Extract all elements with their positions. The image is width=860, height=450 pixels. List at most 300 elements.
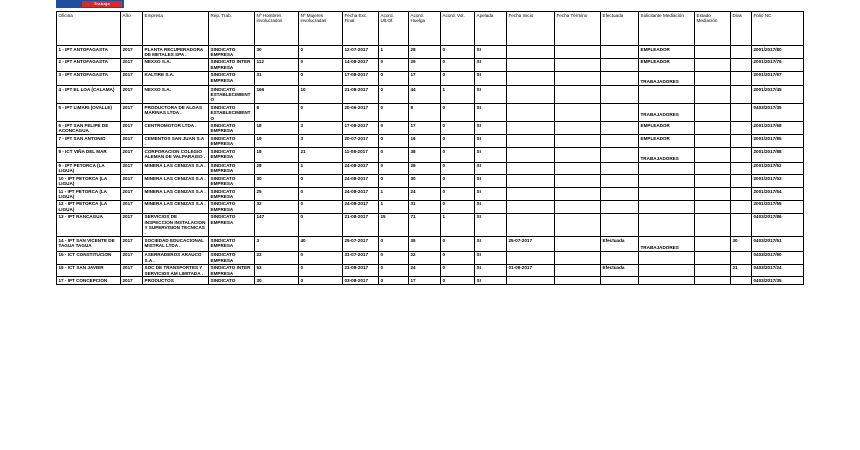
table-cell	[121, 58, 143, 71]
table-cell	[507, 86, 555, 104]
cell-value: 4 - IPT EL LOA (CALAMA)	[58, 86, 115, 92]
table-cell	[209, 264, 255, 277]
table-row	[57, 162, 804, 175]
column-header: Acord. Huelga	[409, 12, 441, 46]
table-cell	[121, 237, 143, 251]
table-cell	[695, 86, 731, 104]
cell-value: 28	[410, 46, 416, 52]
table-cell	[475, 277, 507, 284]
cell-value: 31-07-2017	[344, 252, 368, 258]
table-cell	[409, 71, 441, 85]
table-cell	[601, 162, 639, 175]
table-cell	[475, 86, 507, 104]
table-cell	[209, 200, 255, 213]
table-cell	[299, 162, 343, 175]
cell-value: 2001/2017/80	[753, 46, 782, 52]
cell-value: SERVICIOS DE INSPECCION INSTALACION Y SUPERVISION TECNICAS .	[144, 214, 206, 236]
cell-value: 17	[410, 72, 416, 78]
cell-value: 112	[256, 59, 264, 65]
column-header: Acord. Vol.	[441, 12, 475, 46]
table-row	[57, 71, 804, 85]
table-cell	[143, 148, 209, 162]
cell-value: 0	[380, 148, 384, 154]
table-cell	[752, 277, 804, 284]
column-header: Empresa	[143, 12, 209, 46]
table-cell	[409, 86, 441, 104]
table-cell	[255, 86, 299, 104]
cell-value: 28	[410, 163, 416, 168]
table-cell	[752, 188, 804, 201]
table-cell	[695, 135, 731, 148]
table-cell	[441, 148, 475, 162]
cell-value: 16 - ICT SAN JAVIER	[58, 265, 104, 271]
table-cell	[555, 71, 601, 85]
cell-value: 2017	[122, 163, 133, 168]
cell-value: 9 - IPT PETORCA (LA LIGUA)	[58, 163, 105, 174]
table-cell	[57, 122, 121, 135]
cell-value: 2001/2017/53	[753, 175, 782, 181]
table-cell	[255, 264, 299, 277]
table-row	[57, 104, 804, 122]
table-cell	[731, 188, 752, 201]
cell-value: NEXXO S.A.	[144, 86, 171, 92]
table-cell	[143, 46, 209, 59]
table-cell	[57, 148, 121, 162]
cell-value: 44	[410, 86, 416, 92]
cell-value: 2 - IPT ANTOFAGASTA	[58, 59, 108, 65]
cell-value: 24-08-2017	[344, 175, 368, 181]
table-row	[57, 188, 804, 201]
cell-value: SI	[476, 214, 481, 220]
cell-value: SI	[476, 104, 481, 110]
cell-value: SINDICATO INTER EMPRESA	[210, 59, 251, 70]
cell-value: 0	[442, 122, 446, 128]
table-cell	[441, 264, 475, 277]
cell-value: MINERA LAS CENIZAS S.A .	[144, 163, 206, 168]
table-cell	[409, 251, 441, 264]
cell-value: 28	[256, 163, 262, 168]
table-cell	[255, 148, 299, 162]
cell-value: SINDICATO INTER EMPRESA	[210, 265, 251, 276]
table-cell	[209, 135, 255, 148]
table-cell	[441, 46, 475, 59]
table-cell	[695, 58, 731, 71]
cell-value: 30	[256, 46, 262, 52]
table-row	[57, 277, 804, 284]
cell-value: 8 - ICT VIÑA DEL MAR	[58, 148, 107, 154]
cell-value: 2017	[122, 59, 133, 65]
column-header: Estado Mediación	[695, 12, 731, 46]
table-cell	[752, 200, 804, 213]
table-cell	[143, 135, 209, 148]
cell-value: SI	[476, 201, 481, 207]
table-cell	[752, 237, 804, 251]
cell-value: 12 - IPT PETORCA (LA LIGUA)	[58, 201, 108, 212]
cell-value: 17 - IPT CONCEPCION	[58, 277, 108, 283]
table-cell	[695, 122, 731, 135]
table-cell	[441, 213, 475, 237]
table-cell	[555, 237, 601, 251]
cell-value: 21-08-2017	[344, 265, 368, 271]
cell-value: 0	[380, 59, 384, 65]
table-cell	[143, 264, 209, 277]
column-header: Oficina	[57, 12, 121, 46]
table-row	[57, 213, 804, 237]
table-cell	[379, 175, 409, 188]
cell-value: 2017	[122, 148, 133, 154]
cell-value: SOCIEDAD EDUCACIONAL MISTRAL LTDA .	[144, 237, 204, 249]
table-cell	[379, 135, 409, 148]
table-cell	[143, 213, 209, 237]
table-row	[57, 175, 804, 188]
cell-value: SI	[476, 86, 481, 92]
cell-value: 1	[442, 86, 446, 92]
table-cell	[343, 122, 379, 135]
table-cell	[209, 86, 255, 104]
table-cell	[57, 104, 121, 122]
table-row	[57, 237, 804, 251]
cell-value: 12-07-2017	[344, 46, 368, 52]
cell-value: KALTIRE S.A.	[144, 72, 175, 78]
cell-value: NEXXO S.A.	[144, 59, 171, 65]
cell-value: 0	[300, 214, 304, 220]
cell-value: 0	[300, 104, 304, 110]
table-cell	[507, 188, 555, 201]
table-cell	[475, 237, 507, 251]
table-cell	[555, 213, 601, 237]
table-cell	[731, 264, 752, 277]
logo-label: Trabajo	[82, 1, 122, 7]
table-cell	[752, 104, 804, 122]
cell-value: 0	[300, 46, 304, 52]
table-cell	[639, 148, 695, 162]
cell-value: 31	[410, 201, 416, 207]
cell-value: 17	[410, 277, 416, 283]
cell-value: 7 - IPT SAN ANTONIO	[58, 135, 106, 141]
table-cell	[343, 58, 379, 71]
table-cell	[121, 188, 143, 201]
table-cell	[695, 251, 731, 264]
cell-value: 20-06-2017	[344, 104, 368, 110]
cell-value: 2017	[122, 188, 133, 194]
table-cell	[255, 251, 299, 264]
cell-value: CEMENTOS SAN JUAN S.A .	[144, 135, 204, 147]
cell-value: 0	[442, 188, 446, 194]
cell-value: 21-08-2017	[344, 86, 368, 92]
table-cell	[555, 200, 601, 213]
table-cell	[57, 277, 121, 284]
table-cell	[409, 237, 441, 251]
column-header: Nº Mujeres involucradas	[299, 12, 343, 46]
table-cell	[143, 162, 209, 175]
table-cell	[507, 135, 555, 148]
table-cell	[601, 175, 639, 188]
table-cell	[601, 71, 639, 85]
cell-value: 35	[410, 237, 416, 243]
cell-value: SINDICATO EMPRESA	[210, 252, 236, 263]
table-row	[57, 148, 804, 162]
cell-value: 2001/2017/52	[753, 163, 782, 168]
cell-value: 0	[442, 148, 446, 154]
cell-value: MINERA LAS CENIZAS S.A .	[144, 201, 206, 207]
table-cell	[601, 200, 639, 213]
table-cell	[601, 277, 639, 284]
table-cell	[143, 277, 209, 284]
table-cell	[601, 237, 639, 251]
table-cell	[299, 264, 343, 277]
cell-value: 25	[256, 188, 262, 194]
solicitante-secondary: TRABAJADORES	[640, 111, 679, 117]
cell-value: 0	[380, 86, 384, 92]
cell-value: SI	[476, 135, 481, 141]
table-cell	[555, 162, 601, 175]
table-row	[57, 135, 804, 148]
table-cell	[731, 58, 752, 71]
table-cell	[555, 251, 601, 264]
table-cell	[379, 71, 409, 85]
table-cell	[639, 104, 695, 122]
table-cell	[639, 200, 695, 213]
table-cell	[507, 71, 555, 85]
cell-value: PLANTA RECUPERADORA DE METALES SPA .	[144, 46, 204, 57]
table-cell	[555, 277, 601, 284]
cell-value: 147	[256, 214, 265, 220]
cell-value: 0	[442, 135, 446, 141]
table-cell	[209, 277, 255, 284]
table-cell	[57, 71, 121, 85]
table-cell	[639, 46, 695, 59]
table-cell	[57, 200, 121, 213]
cell-value: ASERRADEROS ARAUCO S.A .	[144, 252, 202, 263]
column-header: Fecha Término	[555, 12, 601, 46]
table-cell	[752, 148, 804, 162]
table-cell	[409, 148, 441, 162]
table-cell	[695, 188, 731, 201]
table-cell	[507, 122, 555, 135]
cell-value: 2017	[122, 265, 133, 271]
table-cell	[695, 277, 731, 284]
table-cell	[57, 46, 121, 59]
table-cell	[555, 122, 601, 135]
cell-value: SINDICATO EMPRESA	[210, 72, 236, 83]
cell-value: 1	[300, 163, 304, 168]
table-cell	[475, 162, 507, 175]
table-cell	[143, 200, 209, 213]
cell-value: 1	[380, 188, 384, 194]
cell-value: 25-07-2017	[508, 237, 532, 243]
cell-value: CORPORACION COLEGIO ALEMAN DE VALPARAISO .	[144, 148, 206, 159]
table-cell	[639, 175, 695, 188]
table-cell	[379, 264, 409, 277]
table-cell	[379, 188, 409, 201]
cell-value: 0	[442, 277, 446, 283]
table-cell	[379, 213, 409, 237]
table-cell	[343, 71, 379, 85]
table-cell	[343, 175, 379, 188]
cell-value: SINDICATO EMPRESA	[210, 237, 236, 249]
table-cell	[555, 264, 601, 277]
cell-value: 5 - IPT LIMARI (OVALLE)	[58, 104, 113, 110]
cell-value: 16	[410, 135, 416, 141]
cell-value: 0	[380, 175, 384, 181]
table-cell	[731, 213, 752, 237]
table-cell	[143, 237, 209, 251]
cell-value: 17	[410, 122, 416, 128]
solicitante-secondary: TRABAJADORES	[640, 155, 679, 161]
cell-value: SI	[476, 277, 481, 283]
table-cell	[639, 86, 695, 104]
table-row	[57, 251, 804, 264]
table-cell	[299, 213, 343, 237]
table-cell	[507, 251, 555, 264]
table-cell	[601, 264, 639, 277]
table-cell	[409, 122, 441, 135]
cell-value: 0	[300, 277, 304, 283]
cell-value: 0	[442, 163, 446, 168]
table-cell	[343, 188, 379, 201]
cell-value: SINDICATO EMPRESA	[210, 175, 236, 187]
table-cell	[752, 122, 804, 135]
cell-value: 30	[410, 175, 416, 181]
table-cell	[441, 104, 475, 122]
table-cell	[441, 162, 475, 175]
table-body	[57, 46, 804, 285]
table-cell	[209, 213, 255, 237]
cell-value: 3	[256, 237, 260, 243]
cell-value: 15	[380, 214, 386, 220]
table-cell	[639, 213, 695, 237]
table-cell	[507, 213, 555, 237]
cell-value: 21	[300, 148, 306, 154]
cell-value: 2001/2017/45	[753, 86, 782, 92]
cell-value: 0	[442, 72, 446, 78]
table-cell	[57, 135, 121, 148]
table-cell	[143, 188, 209, 201]
cell-value: 21	[732, 265, 738, 271]
table-cell	[143, 122, 209, 135]
table-cell	[731, 200, 752, 213]
cell-value: 25-07-2017	[344, 237, 368, 243]
table-cell	[441, 251, 475, 264]
table-cell	[752, 58, 804, 71]
cell-value: SINDICATO EMPRESA	[210, 46, 236, 57]
table-cell	[409, 58, 441, 71]
table-cell	[752, 213, 804, 237]
table-cell	[475, 135, 507, 148]
cell-value: 2017	[122, 237, 133, 243]
table-cell	[639, 71, 695, 85]
cell-value: 0	[442, 175, 446, 181]
table-cell	[343, 251, 379, 264]
table-cell	[379, 104, 409, 122]
cell-value: 71	[410, 214, 416, 220]
table-cell	[507, 148, 555, 162]
cell-value: 0	[380, 265, 384, 271]
cell-value: 15 - ICT CONSTITUCION	[58, 252, 112, 258]
table-cell	[121, 175, 143, 188]
cell-value: 24	[410, 265, 416, 271]
table-cell	[441, 175, 475, 188]
table-cell	[57, 188, 121, 201]
table-cell	[601, 251, 639, 264]
cell-value: 0	[380, 252, 384, 258]
table-cell	[143, 175, 209, 188]
table-cell	[601, 188, 639, 201]
table-cell	[379, 277, 409, 284]
cell-value: 0	[442, 46, 446, 52]
table-cell	[752, 251, 804, 264]
table-cell	[731, 135, 752, 148]
table-cell	[343, 277, 379, 284]
cell-value: 2001/2017/85	[753, 135, 782, 141]
cell-value: 2001/2017/54	[753, 188, 782, 194]
cell-value: 2017	[122, 122, 133, 128]
table-cell	[255, 162, 299, 175]
cell-value: 17-08-2017	[344, 72, 368, 78]
cell-value: 3 - IPT ANTOFAGASTA	[58, 72, 108, 78]
table-cell	[343, 213, 379, 237]
table-cell	[57, 162, 121, 175]
table-cell	[695, 200, 731, 213]
cell-value: 8	[256, 104, 260, 110]
table-cell	[299, 104, 343, 122]
cell-value: 11 - IPT PETORCA (LA LIGUA)	[58, 188, 107, 200]
table-cell	[209, 104, 255, 122]
table-row	[57, 46, 804, 59]
table-cell	[343, 200, 379, 213]
table-cell	[752, 86, 804, 104]
cell-value: 0	[442, 252, 446, 258]
cell-value: 2017	[122, 86, 133, 92]
cell-value: 3	[300, 122, 304, 128]
cell-value: 0403/2017/51	[753, 237, 782, 243]
table-cell	[507, 162, 555, 175]
cell-value: 03-08-2017	[344, 277, 368, 283]
cell-value: 20-07-2017	[344, 135, 368, 141]
cell-value: SI	[476, 72, 481, 78]
cell-value: 0403/2017/35	[753, 104, 782, 110]
table-cell	[299, 237, 343, 251]
column-header: Folio NC	[752, 12, 804, 46]
cell-value: 0403/2017/35	[753, 277, 782, 283]
table-cell	[475, 251, 507, 264]
table-header	[57, 12, 804, 46]
cell-value: EMPLEADOR	[640, 46, 670, 52]
cell-value: 2017	[122, 214, 133, 220]
table-cell	[343, 86, 379, 104]
column-header: Apelada	[475, 12, 507, 46]
table-cell	[299, 277, 343, 284]
cell-value: 53	[256, 265, 262, 271]
table-cell	[731, 251, 752, 264]
table-cell	[601, 213, 639, 237]
table-cell	[441, 188, 475, 201]
cell-value: 1	[380, 46, 384, 52]
table-cell	[409, 175, 441, 188]
cell-value: SINDICATO EMPRESA	[210, 148, 236, 159]
table-cell	[299, 58, 343, 71]
table-cell	[639, 135, 695, 148]
table-cell	[752, 175, 804, 188]
cell-value: 0403/2017/86	[753, 214, 782, 220]
cell-value: EMPLEADOR	[640, 59, 670, 65]
table-cell	[299, 71, 343, 85]
table-row	[57, 200, 804, 213]
table-cell	[475, 200, 507, 213]
table-cell	[475, 122, 507, 135]
solicitante-secondary: TRABAJADORES	[640, 79, 679, 85]
table-cell	[379, 86, 409, 104]
